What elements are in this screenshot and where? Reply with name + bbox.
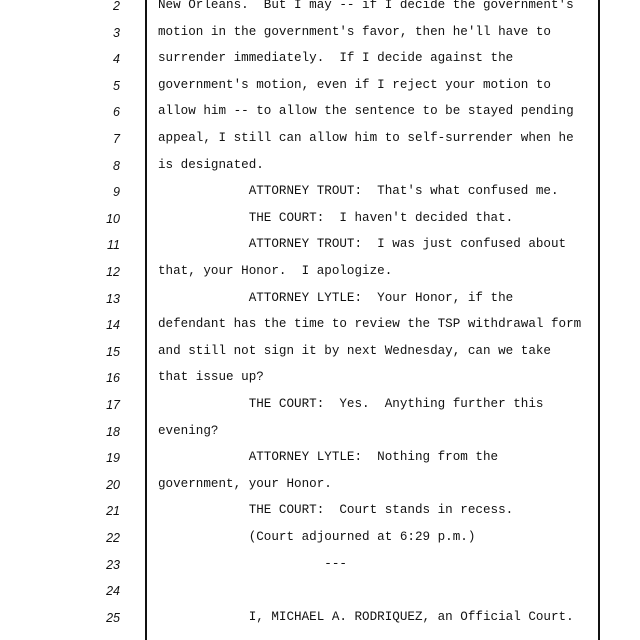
line-text: (Court adjourned at 6:29 p.m.)	[158, 530, 476, 544]
transcript-line	[0, 477, 640, 504]
line-number: 11	[107, 238, 120, 253]
transcript-line	[0, 557, 640, 584]
line-number: 5	[113, 78, 120, 93]
line-number: 12	[106, 265, 120, 279]
transcript-line	[0, 317, 640, 344]
line-text: defendant has the time to review the TSP withdrawal form	[158, 317, 582, 332]
line-text: is designated.	[158, 157, 264, 172]
transcript-line	[0, 530, 640, 557]
transcript-line	[0, 503, 640, 530]
line-number: 15	[106, 344, 120, 359]
line-text: THE COURT: Yes. Anything further this	[158, 397, 544, 411]
transcript-line	[0, 424, 640, 451]
transcript-line	[0, 370, 640, 397]
line-number: 22	[106, 531, 120, 545]
line-number: 10	[106, 211, 120, 226]
line-text: ATTORNEY LYTLE: Your Honor, if the	[158, 290, 514, 305]
transcript-line	[0, 51, 640, 78]
transcript-line	[0, 25, 640, 52]
line-number: 4	[113, 52, 120, 67]
line-number: 7	[113, 132, 120, 146]
line-text: that, your Honor. I apologize.	[158, 264, 393, 278]
transcript-line	[0, 397, 640, 424]
transcript-line	[0, 131, 640, 158]
line-text: ATTORNEY TROUT: That's what confused me.	[158, 184, 559, 199]
line-text: and still not sign it by next Wednesday, can we take	[158, 343, 551, 358]
line-text: surrender immediately. If I decide against the	[158, 51, 514, 66]
line-number: 9	[113, 185, 120, 200]
line-number: 23	[106, 557, 120, 572]
transcript-line	[0, 104, 640, 131]
transcript-line	[0, 78, 640, 105]
line-number: 21	[106, 504, 120, 519]
line-number: 6	[113, 105, 120, 120]
transcript-line	[0, 0, 640, 25]
line-text: I, MICHAEL A. RODRIQUEZ, an Official Court.	[158, 609, 574, 624]
transcript-line	[0, 264, 640, 291]
transcript-line	[0, 184, 640, 211]
transcript-line	[0, 344, 640, 371]
line-text: ATTORNEY LYTLE: Nothing from the	[158, 450, 499, 465]
line-number: 2	[113, 0, 120, 13]
line-number: 17	[106, 398, 120, 412]
line-number: 3	[113, 25, 120, 40]
transcript-line	[0, 291, 640, 318]
transcript-line	[0, 158, 640, 185]
line-text: that issue up?	[158, 370, 264, 385]
line-number: 18	[106, 424, 120, 439]
line-number: 14	[106, 318, 120, 333]
transcript-line	[0, 237, 640, 264]
line-number: 13	[106, 291, 120, 306]
line-text: appeal, I still can allow him to self-surrender when he	[158, 131, 574, 145]
line-text: THE COURT: Court stands in recess.	[158, 503, 514, 518]
line-number: 16	[106, 371, 120, 386]
line-text: New Orleans. But I may -- if I decide the government's	[158, 0, 574, 12]
transcript-line	[0, 211, 640, 238]
line-number: 19	[106, 451, 120, 466]
transcript-line	[0, 450, 640, 477]
transcript-line	[0, 583, 640, 610]
line-text: evening?	[158, 423, 219, 438]
line-text: ---	[158, 556, 347, 571]
line-number: 24	[106, 584, 120, 599]
line-number: 8	[113, 158, 120, 173]
line-text: motion in the government's favor, then he'll have to	[158, 24, 551, 39]
line-number: 25	[106, 610, 120, 625]
line-number: 20	[106, 477, 120, 492]
line-text: government's motion, even if I reject your motion to	[158, 77, 551, 92]
transcript-line	[0, 610, 640, 637]
line-text: THE COURT: I haven't decided that.	[158, 210, 514, 225]
line-text: allow him -- to allow the sentence to be stayed pending	[158, 104, 574, 119]
line-text: ATTORNEY TROUT: I was just confused about	[158, 237, 567, 252]
line-text: government, your Honor.	[158, 476, 332, 491]
